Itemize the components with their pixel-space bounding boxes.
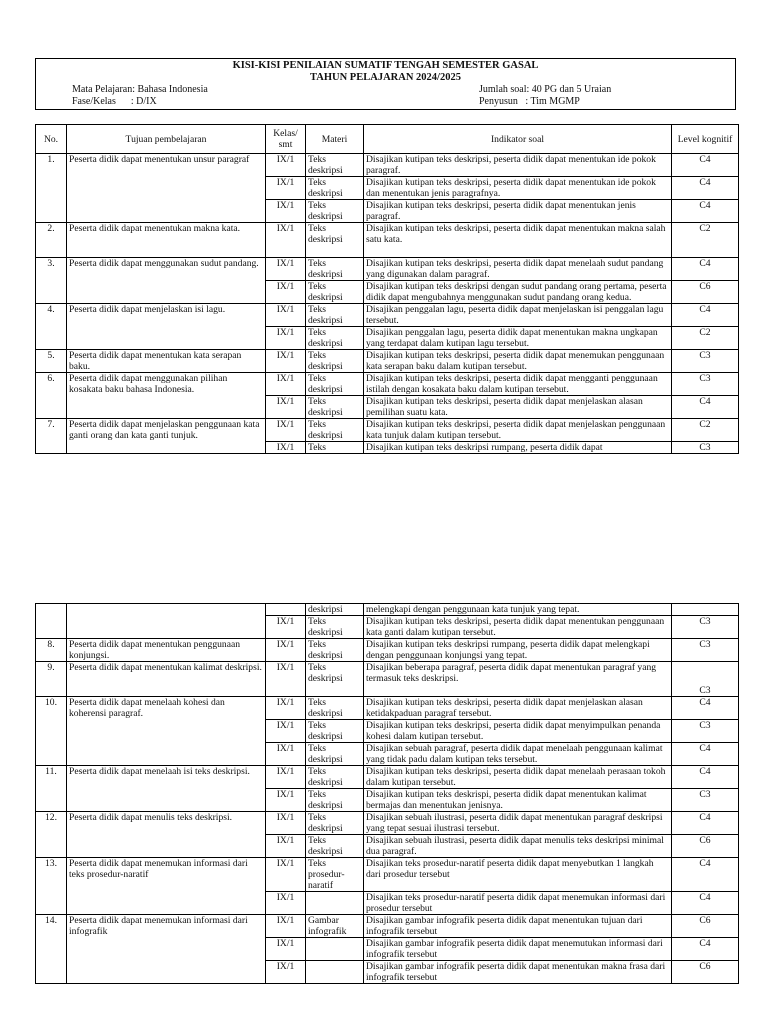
class-semester: IX/1 bbox=[266, 350, 306, 373]
material: Teks deskripsi bbox=[306, 327, 364, 350]
grid-table-page-2 bbox=[35, 603, 739, 984]
learning-goal: Peserta didik dapat menelaah kohesi dan koherensi paragraf. bbox=[67, 697, 266, 766]
material: deskripsi bbox=[306, 604, 364, 616]
learning-goal: Peserta didik dapat menemukan informasi dari teks prosedur-naratif bbox=[67, 858, 266, 915]
col-header-goal: Tujuan pembelajaran bbox=[67, 125, 266, 154]
material: Teks deskripsi bbox=[306, 419, 364, 442]
table-row bbox=[36, 304, 739, 327]
indicator: Disajikan kutipan teks deskripsi dengan sudut pandang orang pertama, peserta didik dapat mengubahnya menggunakan sudut pandang orang kedua. bbox=[364, 281, 672, 304]
indicator: Disajikan kutipan teks deskripsi rumpang, peserta didik dapat bbox=[364, 442, 672, 454]
material bbox=[306, 961, 364, 984]
class-semester: IX/1 bbox=[266, 396, 306, 419]
row-number: 12. bbox=[36, 812, 67, 858]
class-semester: IX/1 bbox=[266, 442, 306, 454]
indicator: Disajikan kutipan teks deskripsi rumpang, peserta didik dapat melengkapi dengan penggunaan konjungsi yang tepat. bbox=[364, 639, 672, 662]
class-semester: IX/1 bbox=[266, 766, 306, 789]
col-header-class: Kelas/ smt bbox=[266, 125, 306, 154]
row-number: 10. bbox=[36, 697, 67, 766]
indicator: Disajikan gambar infografik peserta didik dapat menemutukan informasi dari infografik tersebut bbox=[364, 938, 672, 961]
class-semester: IX/1 bbox=[266, 835, 306, 858]
indicator: Disajikan teks prosedur-naratif peserta didik dapat menyebutkan 1 langkah dari prosedur tersebut bbox=[364, 858, 672, 892]
learning-goal: Peserta didik dapat menjelaskan isi lagu. bbox=[67, 304, 266, 350]
cognitive-level: C3 bbox=[672, 616, 739, 639]
material: Teks deskripsi bbox=[306, 177, 364, 200]
table-row bbox=[36, 915, 739, 938]
material: Teks deskripsi bbox=[306, 223, 364, 258]
learning-goal: Peserta didik dapat menjelaskan penggunaan kata ganti orang dan kata ganti tunjuk. bbox=[67, 419, 266, 454]
class-semester: IX/1 bbox=[266, 200, 306, 223]
cognitive-level bbox=[672, 604, 739, 616]
col-header-material: Materi bbox=[306, 125, 364, 154]
row-number: 7. bbox=[36, 419, 67, 454]
material: Teks deskripsi bbox=[306, 350, 364, 373]
material: Teks bbox=[306, 442, 364, 454]
class-semester: IX/1 bbox=[266, 892, 306, 915]
academic-year: TAHUN PELAJARAN 2024/2025 bbox=[310, 72, 461, 83]
material: Teks deskripsi bbox=[306, 200, 364, 223]
table-row bbox=[36, 639, 739, 662]
cognitive-level: C4 bbox=[672, 258, 739, 281]
material: Teks deskripsi bbox=[306, 835, 364, 858]
material: Teks deskripsi bbox=[306, 616, 364, 639]
material: Teks deskripsi bbox=[306, 789, 364, 812]
indicator: melengkapi dengan penggunaan kata tunjuk yang tepat. bbox=[364, 604, 672, 616]
class-semester: IX/1 bbox=[266, 616, 306, 639]
class-semester: IX/1 bbox=[266, 419, 306, 442]
table-row bbox=[36, 662, 739, 697]
material: Teks deskripsi bbox=[306, 373, 364, 396]
cognitive-level: C3 bbox=[672, 442, 739, 454]
class-semester: IX/1 bbox=[266, 304, 306, 327]
cognitive-level: C6 bbox=[672, 915, 739, 938]
learning-goal: Peserta didik dapat menelaah isi teks deskripsi. bbox=[67, 766, 266, 812]
class-semester: IX/1 bbox=[266, 720, 306, 743]
learning-goal: Peserta didik dapat menentukan penggunaan konjungsi. bbox=[67, 639, 266, 662]
class-semester: IX/1 bbox=[266, 789, 306, 812]
cognitive-level: C6 bbox=[672, 281, 739, 304]
table-row bbox=[36, 154, 739, 177]
class-semester: IX/1 bbox=[266, 223, 306, 258]
material: Teks deskripsi bbox=[306, 396, 364, 419]
cognitive-level: C3 bbox=[672, 789, 739, 812]
table-row bbox=[36, 350, 739, 373]
indicator: Disajikan kutipan teks deskripsi, peserta didik dapat menentukan ide pokok paragraf. bbox=[364, 154, 672, 177]
learning-goal: Peserta didik dapat menentukan kalimat deskripsi. bbox=[67, 662, 266, 697]
phase-label: Fase/Kelas : D/IX bbox=[72, 96, 157, 107]
indicator: Disajikan kutipan teks deskripsi, peserta didik dapat menentukan jenis paragraf. bbox=[364, 200, 672, 223]
table-row bbox=[36, 419, 739, 442]
class-semester: IX/1 bbox=[266, 858, 306, 892]
cognitive-level: C4 bbox=[672, 938, 739, 961]
class-semester: IX/1 bbox=[266, 812, 306, 835]
class-semester: IX/1 bbox=[266, 258, 306, 281]
material bbox=[306, 938, 364, 961]
cognitive-level: C4 bbox=[672, 743, 739, 766]
table-row bbox=[36, 812, 739, 835]
material: Gambar infografik bbox=[306, 915, 364, 938]
learning-goal: Peserta didik dapat menemukan informasi dari infografik bbox=[67, 915, 266, 984]
row-number: 1. bbox=[36, 154, 67, 223]
learning-goal: Peserta didik dapat menulis teks deskripsi. bbox=[67, 812, 266, 858]
cognitive-level: C3 bbox=[672, 662, 739, 697]
row-number: 2. bbox=[36, 223, 67, 258]
indicator: Disajikan kutipan teks deskripsi, peserta didik dapat menentukan penggunaan kata ganti dalam kutipan tersebut. bbox=[364, 616, 672, 639]
subject-label: Mata Pelajaran: Bahasa Indonesia bbox=[72, 84, 208, 95]
cognitive-level: C2 bbox=[672, 419, 739, 442]
row-number: 11. bbox=[36, 766, 67, 812]
indicator: Disajikan gambar infografik peserta didik dapat menentukan tujuan dari infografik tersebut bbox=[364, 915, 672, 938]
indicator: Disajikan kutipan teks deskripsi, peserta didik dapat menelaah perasaan tokoh dalam kutipan tersebut. bbox=[364, 766, 672, 789]
row-number: 13. bbox=[36, 858, 67, 915]
indicator: Disajikan kutipan teks deskripsi, peserta didik dapat menentukan makna salah satu kata. bbox=[364, 223, 672, 258]
row-number: 4. bbox=[36, 304, 67, 350]
class-semester: IX/1 bbox=[266, 961, 306, 984]
row-number: 8. bbox=[36, 639, 67, 662]
indicator: Disajikan kutipan teks deskripsi, peserta didik dapat menelaah sudut pandang yang digunakan dalam paragraf. bbox=[364, 258, 672, 281]
table-row bbox=[36, 858, 739, 892]
indicator: Disajikan kutipan teks deskripsi, peserta didik dapat menyimpulkan penanda kohesi dalam kutipan tersebut. bbox=[364, 720, 672, 743]
class-semester: IX/1 bbox=[266, 915, 306, 938]
indicator: Disajikan kutipan teks deskripsi, peserta didik dapat menjelaskan alasan ketidakpaduan paragraf tersebut. bbox=[364, 697, 672, 720]
material: Teks deskripsi bbox=[306, 304, 364, 327]
col-header-no: No. bbox=[36, 125, 67, 154]
learning-goal bbox=[67, 604, 266, 639]
material: Teks deskripsi bbox=[306, 697, 364, 720]
cognitive-level: C4 bbox=[672, 177, 739, 200]
material bbox=[306, 892, 364, 915]
cognitive-level: C3 bbox=[672, 350, 739, 373]
table-row bbox=[36, 697, 739, 720]
cognitive-level: C4 bbox=[672, 304, 739, 327]
material: Teks deskripsi bbox=[306, 662, 364, 697]
class-semester: IX/1 bbox=[266, 662, 306, 697]
material: Teks deskripsi bbox=[306, 766, 364, 789]
col-header-level: Level kognitif bbox=[672, 125, 739, 154]
class-semester bbox=[266, 604, 306, 616]
material: Teks deskripsi bbox=[306, 743, 364, 766]
indicator: Disajikan penggalan lagu, peserta didik dapat menjelaskan isi penggalan lagu tersebut. bbox=[364, 304, 672, 327]
cognitive-level: C3 bbox=[672, 373, 739, 396]
cognitive-level: C6 bbox=[672, 961, 739, 984]
cognitive-level: C4 bbox=[672, 858, 739, 892]
row-number: 9. bbox=[36, 662, 67, 697]
table-row bbox=[36, 604, 739, 616]
class-semester: IX/1 bbox=[266, 154, 306, 177]
cognitive-level: C2 bbox=[672, 327, 739, 350]
learning-goal: Peserta didik dapat menentukan makna kata. bbox=[67, 223, 266, 258]
row-number bbox=[36, 604, 67, 639]
cognitive-level: C3 bbox=[672, 720, 739, 743]
cognitive-level: C4 bbox=[672, 766, 739, 789]
row-number: 5. bbox=[36, 350, 67, 373]
class-semester: IX/1 bbox=[266, 697, 306, 720]
question-count-label: Jumlah soal: 40 PG dan 5 Uraian bbox=[479, 84, 612, 95]
table-row bbox=[36, 223, 739, 258]
indicator: Disajikan kutipan teks deskripsi, peserta didik dapat mengganti penggunaan istilah dengan kosakata baku dalam kutipan tersebut. bbox=[364, 373, 672, 396]
class-semester: IX/1 bbox=[266, 639, 306, 662]
material: Teks prosedur-naratif bbox=[306, 858, 364, 892]
learning-goal: Peserta didik dapat menggunakan pilihan kosakata baku bahasa Indonesia. bbox=[67, 373, 266, 419]
row-number: 6. bbox=[36, 373, 67, 419]
class-semester: IX/1 bbox=[266, 327, 306, 350]
cognitive-level: C4 bbox=[672, 697, 739, 720]
cognitive-level: C6 bbox=[672, 835, 739, 858]
class-semester: IX/1 bbox=[266, 743, 306, 766]
learning-goal: Peserta didik dapat menggunakan sudut pandang. bbox=[67, 258, 266, 304]
material: Teks deskripsi bbox=[306, 812, 364, 835]
cognitive-level: C4 bbox=[672, 154, 739, 177]
indicator: Disajikan sebuah ilustrasi, peserta didik dapat menentukan paragraf deskripsi yang tepat sesuai ilustrasi tersebut. bbox=[364, 812, 672, 835]
material: Teks deskripsi bbox=[306, 720, 364, 743]
material: Teks deskripsi bbox=[306, 281, 364, 304]
col-header-indicator: Indikator soal bbox=[364, 125, 672, 154]
class-semester: IX/1 bbox=[266, 938, 306, 961]
class-semester: IX/1 bbox=[266, 373, 306, 396]
document-title: KISI-KISI PENILAIAN SUMATIF TENGAH SEMESTER GASAL bbox=[232, 60, 539, 71]
indicator: Disajikan teks prosedur-naratif peserta didik dapat menemukan informasi dari prosedur tersebut bbox=[364, 892, 672, 915]
indicator: Disajikan sebuah ilustrasi, peserta didik dapat menulis teks deskripsi minimal dua paragraf. bbox=[364, 835, 672, 858]
material: Teks deskripsi bbox=[306, 154, 364, 177]
cognitive-level: C4 bbox=[672, 200, 739, 223]
grid-table-page-1 bbox=[35, 124, 739, 454]
indicator: Disajikan sebuah paragraf, peserta didik dapat menelaah penggunaan kalimat yang tidak padu dalam kutipan teks tersebut. bbox=[364, 743, 672, 766]
indicator: Disajikan kutipan teks deskripsi, peserta didik dapat menjelaskan penggunaan kata tunjuk dalam kutipan tersebut. bbox=[364, 419, 672, 442]
table-row bbox=[36, 258, 739, 281]
class-semester: IX/1 bbox=[266, 281, 306, 304]
row-number: 14. bbox=[36, 915, 67, 984]
cognitive-level: C4 bbox=[672, 396, 739, 419]
material: Teks deskripsi bbox=[306, 639, 364, 662]
table-row bbox=[36, 766, 739, 789]
row-number: 3. bbox=[36, 258, 67, 304]
class-semester: IX/1 bbox=[266, 177, 306, 200]
document-header bbox=[35, 58, 736, 110]
indicator: Disajikan kutipan teks deskripsi, peserta didik dapat menentukan ide pokok dan menentukan jenis paragrafnya. bbox=[364, 177, 672, 200]
indicator: Disajikan gambar infografik peserta didik dapat menentukan makna frasa dari infografik tersebut bbox=[364, 961, 672, 984]
learning-goal: Peserta didik dapat menentukan unsur paragraf bbox=[67, 154, 266, 223]
cognitive-level: C4 bbox=[672, 892, 739, 915]
material: Teks deskripsi bbox=[306, 258, 364, 281]
cognitive-level: C2 bbox=[672, 223, 739, 258]
table-row bbox=[36, 373, 739, 396]
cognitive-level: C4 bbox=[672, 812, 739, 835]
learning-goal: Peserta didik dapat menentukan kata serapan baku. bbox=[67, 350, 266, 373]
indicator: Disajikan kutipan teks deskripsi, peserta didik dapat menjelaskan alasan pemilihan suatu kata. bbox=[364, 396, 672, 419]
indicator: Disajikan kutipan teks deskrispi, peserta didik dapat menentukan kalimat bermajas dan menentukan jenisnya. bbox=[364, 789, 672, 812]
cognitive-level: C3 bbox=[672, 639, 739, 662]
author-label: Penyusun : Tim MGMP bbox=[479, 96, 580, 107]
indicator: Disajikan penggalan lagu, peserta didik dapat menentukan makna ungkapan yang terdapat dalam kutipan lagu tersebut. bbox=[364, 327, 672, 350]
indicator: Disajikan beberapa paragraf, peserta didik dapat menentukan paragraf yang termasuk teks deskripsi. bbox=[364, 662, 672, 697]
indicator: Disajikan kutipan teks deskripsi, peserta didik dapat menemukan penggunaan kata serapan baku dalam kutipan tersebut. bbox=[364, 350, 672, 373]
